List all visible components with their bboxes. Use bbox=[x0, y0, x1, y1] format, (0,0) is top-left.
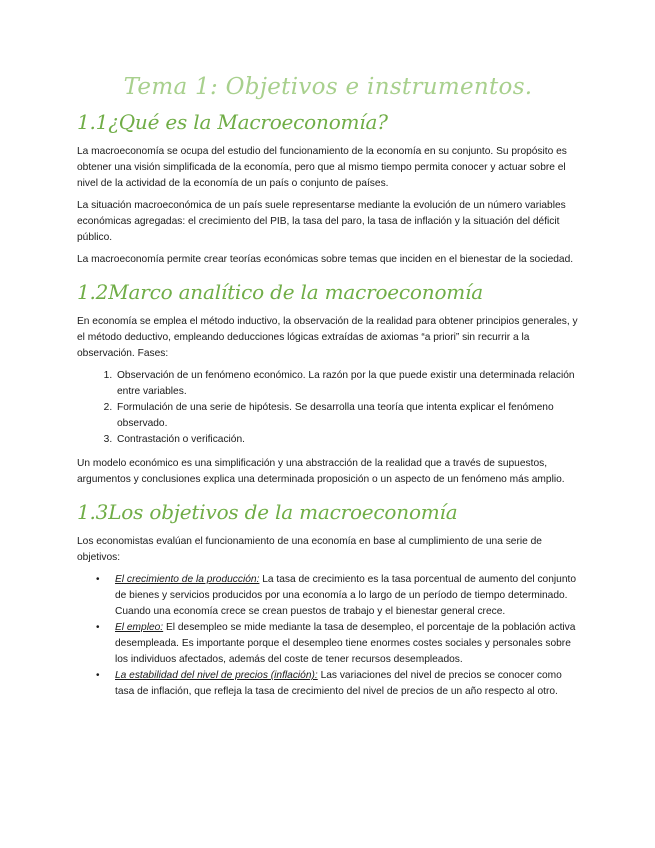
list-item bbox=[96, 572, 579, 620]
section-heading: 1.1¿Qué es la Macroeconomía? bbox=[77, 110, 388, 134]
objective-term: La estabilidad del nivel de precios (inflación): bbox=[115, 670, 318, 681]
objective-text: La tasa de crecimiento es la tasa porcentual de aumento del conjunto de bienes y servicios producidos por una economía a lo largo de un período de tiempo determinado. Cuando una economía crece se crean puestos de trabajo y el bienestar general crece. bbox=[115, 574, 576, 617]
list-item bbox=[96, 620, 579, 668]
objective-term: El crecimiento de la producción: bbox=[115, 574, 260, 585]
objective-text: Las variaciones del nivel de precios se conocer como tasa de inflación, que refleja la tasa de crecimiento del nivel de precios de un año respecto al otro. bbox=[115, 670, 562, 697]
section-heading: 1.2Marco analítico de la macroeconomía bbox=[77, 280, 483, 304]
objectives-list bbox=[77, 572, 579, 700]
section-1-3 bbox=[77, 500, 579, 700]
paragraph: La macroeconomía permite crear teorías económicas sobre temas que inciden en el bienestar de la sociedad. bbox=[77, 254, 574, 265]
section-1-2 bbox=[77, 280, 579, 488]
paragraph: Los economistas evalúan el funcionamiento de una economía en base al cumplimiento de una serie de objetivos: bbox=[77, 536, 542, 563]
paragraph: En economía se emplea el método inductivo, la observación de la realidad para obtener principios generales, y el método deductivo, empleando deducciones lógicas extraídas de axiomas “a priori” sin recurrir a la observación. Fases: bbox=[77, 316, 578, 359]
list-item: 2. Formulación de una serie de hipótesis. Se desarrolla una teoría que intenta explicar el fenómeno observado. bbox=[115, 400, 579, 432]
list-item: 3. Contrastación o verificación. bbox=[115, 432, 579, 448]
section-1-1 bbox=[77, 110, 579, 268]
list-item: 1. Observación de un fenómeno económico. La razón por la que puede existir una determinada relación entre variables. bbox=[115, 368, 579, 400]
bullet-icon: • bbox=[96, 574, 100, 585]
document-title: Tema 1: Objetivos e instrumentos. bbox=[123, 74, 533, 100]
paragraph: La macroeconomía se ocupa del estudio del funcionamiento de la economía en su conjunto. Su propósito es obtener una visión simplificada de la economía, pero que al mismo tiempo permita conocer y actuar sobre el nivel de la actividad de la economía de un país o conjunto de países. bbox=[77, 146, 567, 189]
objective-text: El desempleo se mide mediante la tasa de desempleo, el porcentaje de la población activa desempleada. Es importante porque el desempleo tiene enormes costes sociales y personales sobre los individuos afectados, además del coste de tener recursos desempleados. bbox=[115, 622, 576, 665]
paragraph: Un modelo económico es una simplificación y una abstracción de la realidad que a través de supuestos, argumentos y conclusiones explica una determinada proposición o un aspecto de un fenómeno más amplio. bbox=[77, 458, 565, 485]
bullet-icon: • bbox=[96, 670, 100, 681]
section-heading: 1.3Los objetivos de la macroeconomía bbox=[77, 500, 458, 524]
objective-term: El empleo: bbox=[115, 622, 164, 633]
paragraph: La situación macroeconómica de un país suele representarse mediante la evolución de un número variables económicas agregadas: el crecimiento del PIB, la tasa del paro, la tasa de inflación y la situación del déficit público. bbox=[77, 200, 566, 243]
list-item bbox=[96, 668, 579, 700]
phases-list bbox=[77, 368, 579, 448]
bullet-icon: • bbox=[96, 622, 100, 633]
